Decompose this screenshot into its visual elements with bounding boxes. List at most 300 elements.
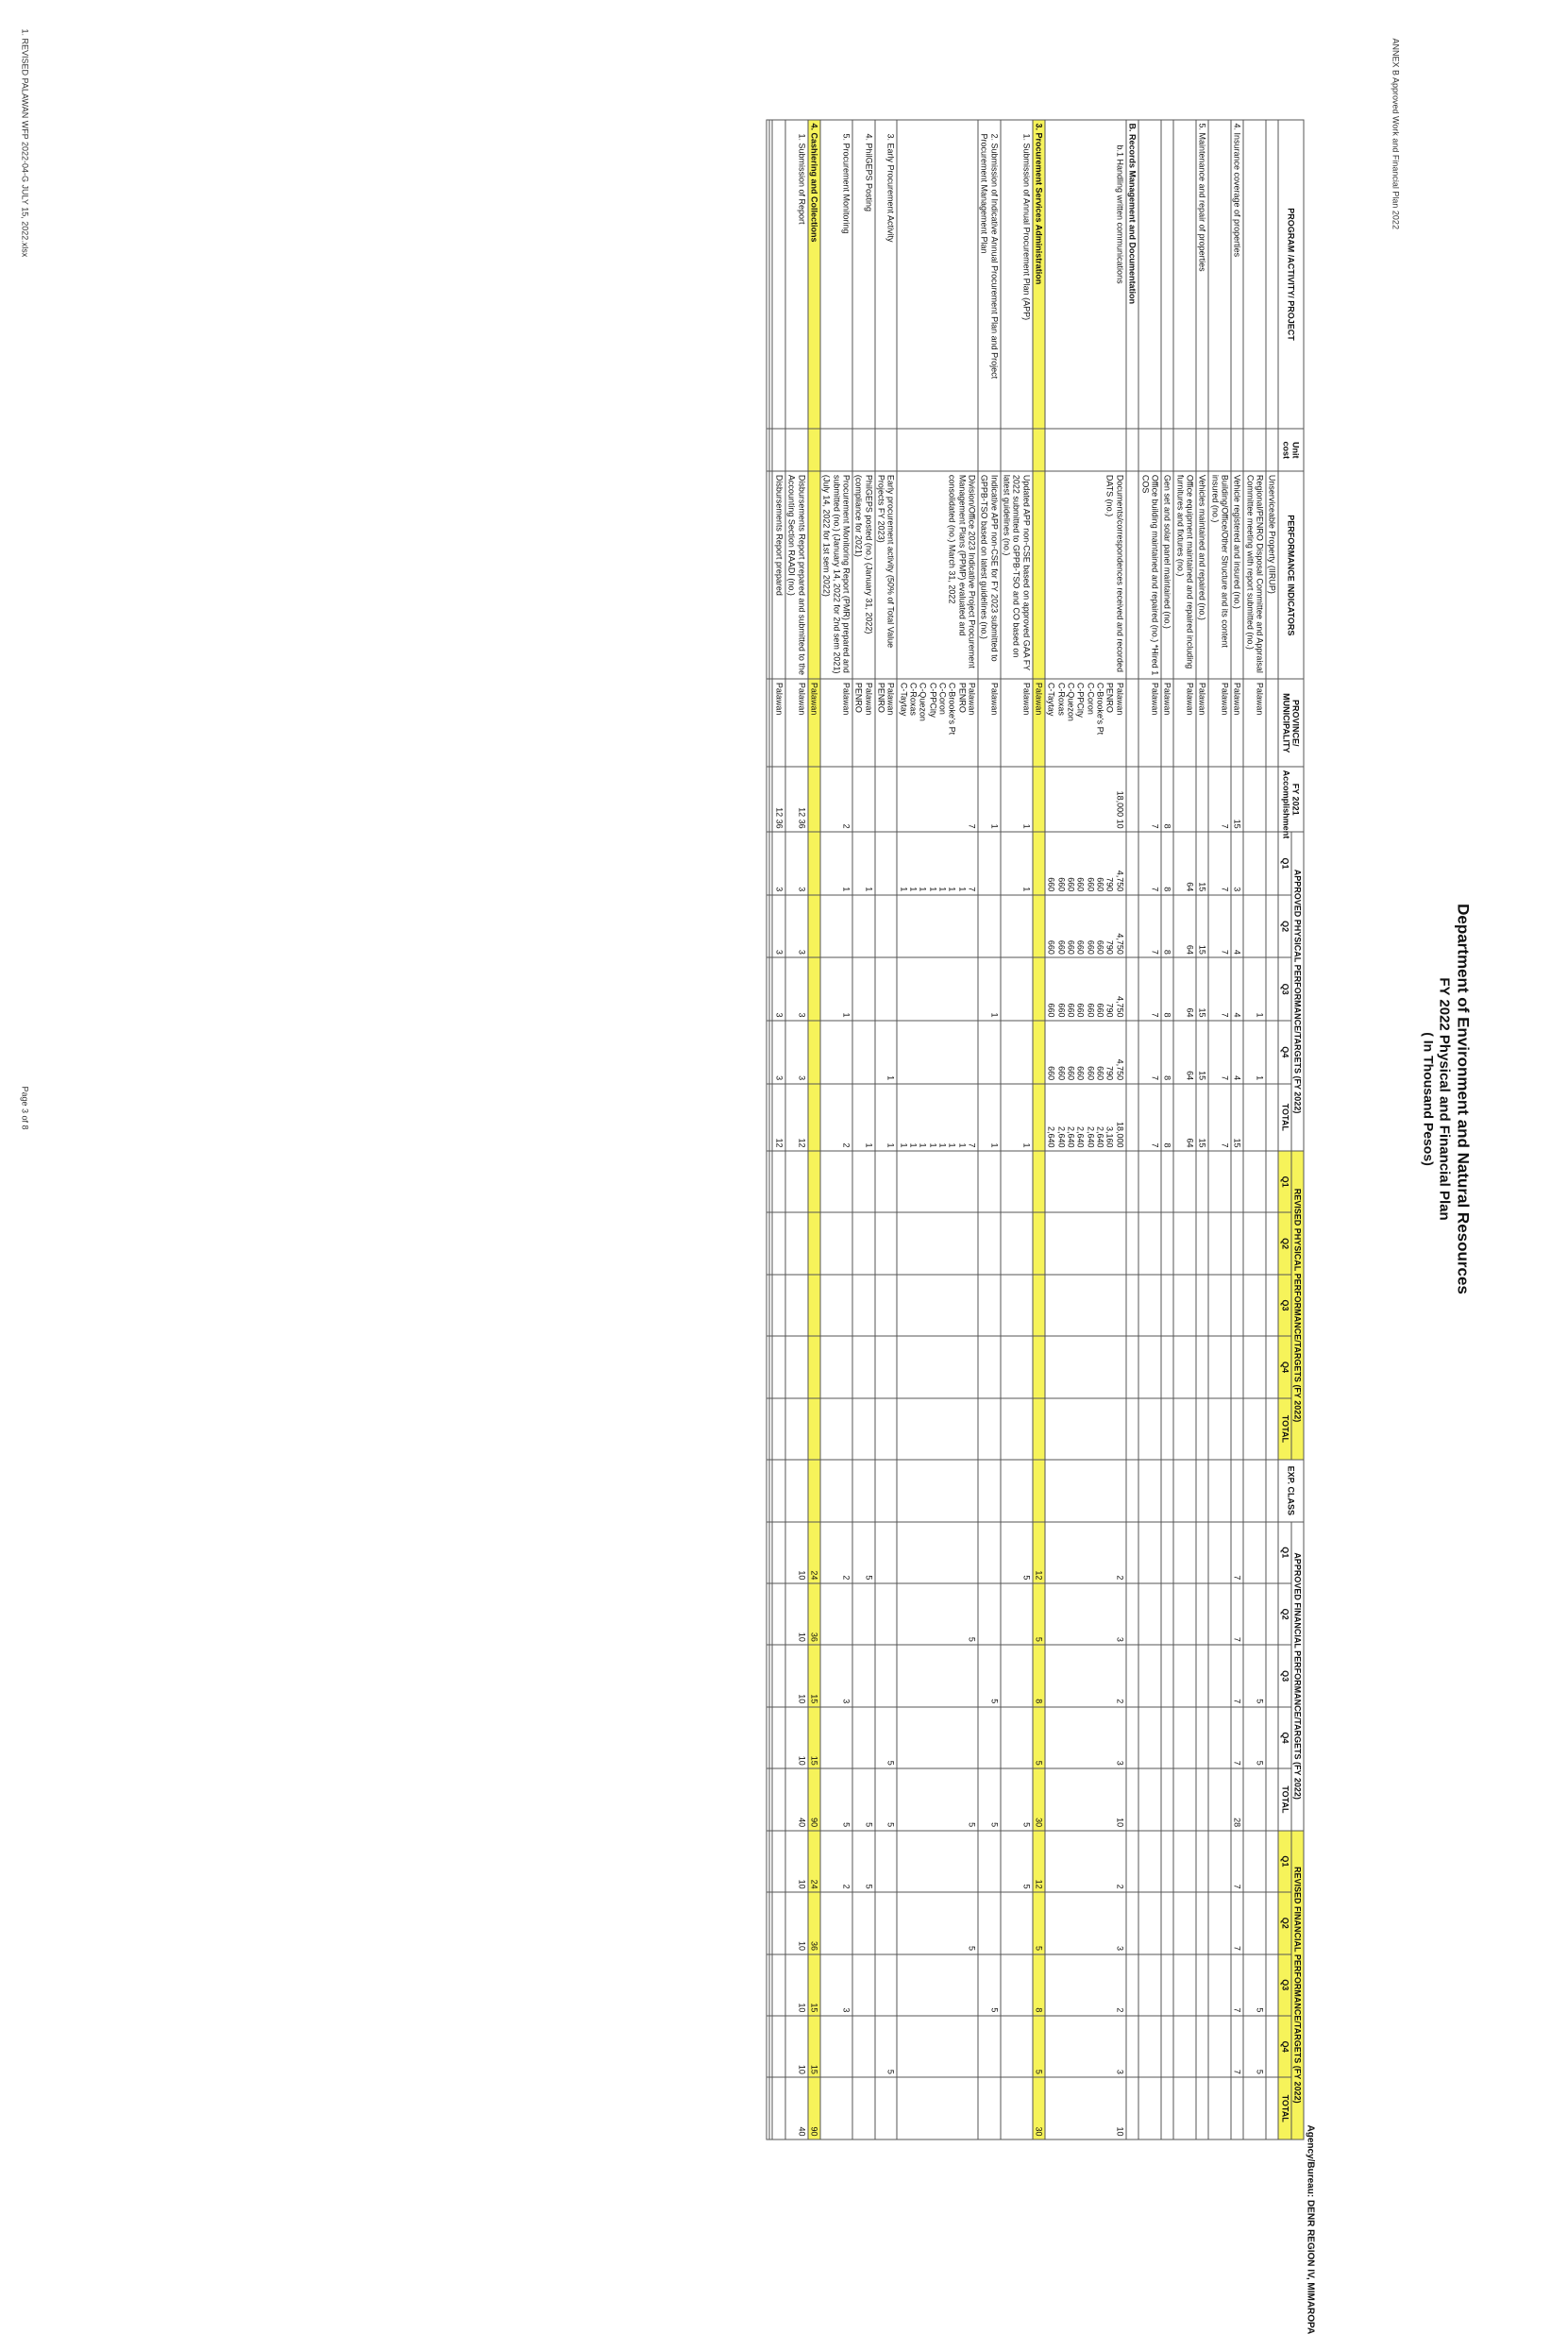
rp-q2-cell <box>819 1212 851 1274</box>
rp-q4-cell <box>874 1336 897 1397</box>
table-row <box>767 120 769 2140</box>
indicator-cell: Vehicle registered and insured (no.) <box>1230 471 1242 679</box>
rp-q1-cell <box>1230 1150 1242 1211</box>
af-q3-cell: 3 <box>819 1645 851 1706</box>
rf-q4-cell: 5 <box>1243 2015 1266 2076</box>
unit-cost-cell <box>1230 429 1242 471</box>
af-q2-cell <box>1000 1582 1032 1644</box>
indicator-cell: Vehicles maintained and repaired (no.) <box>1195 471 1207 679</box>
rf-q1-cell: 2 <box>819 1830 851 1891</box>
ap-q3-cell: 3 <box>784 957 807 1021</box>
af-q1-cell <box>1243 1521 1266 1582</box>
rf-q2-cell <box>1265 1892 1277 1953</box>
af-q1-cell <box>772 1521 784 1582</box>
rf-q3-cell <box>1265 1953 1277 2015</box>
ap-q4-cell <box>1000 1020 1032 1083</box>
fy2021-cell-cell: 1 <box>978 767 1001 832</box>
ap-q1-cell <box>807 832 819 895</box>
page-number: Page 3 of 8 <box>20 1086 29 1130</box>
exp-class-cell-cell <box>1208 1460 1231 1521</box>
af-q2-cell: 5 <box>897 1582 978 1644</box>
col-province: PROVINCE/ MUNICIPALITY <box>1278 679 1304 767</box>
program-cell: 1. Submission of Annual Procurement Plan (APP) <box>1000 120 1032 429</box>
exp-class-cell-cell <box>1000 1460 1032 1521</box>
af-q4-cell: 15 <box>807 1706 819 1767</box>
af-q3-cell: 7 <box>1230 1645 1242 1706</box>
ap-q4-cell: 7 <box>1138 1020 1161 1083</box>
fy2021-cell-cell <box>1243 767 1266 832</box>
rp-total-cell <box>767 1397 769 1459</box>
rf-q3-cell <box>767 1953 769 2015</box>
ap-q1-cell: 1 <box>1000 832 1032 895</box>
ap-q2-cell <box>978 894 1001 957</box>
province-cell <box>1265 679 1277 767</box>
ap-q1-cell: 8 <box>1160 832 1172 895</box>
af-total-cell: 40 <box>784 1768 807 1830</box>
col-q4: Q4 <box>1278 1020 1290 1083</box>
af-q2-cell <box>767 1582 769 1644</box>
rf-q3-cell <box>1208 1953 1231 2015</box>
ap-total-cell: 7 <box>1208 1083 1231 1150</box>
rp-q4-cell <box>1265 1336 1277 1397</box>
rf-total-cell: 40 <box>784 2077 807 2140</box>
rf-q2-cell <box>1138 1892 1161 1953</box>
unit-cost-cell <box>1045 429 1126 471</box>
rf-q1-cell <box>767 1830 769 1891</box>
rp-q3-cell <box>1265 1274 1277 1335</box>
af-q3-cell <box>874 1645 897 1706</box>
table-row <box>874 120 897 2140</box>
rf-q1-cell <box>1160 1830 1172 1891</box>
table-row <box>1138 120 1161 2140</box>
rp-total-cell <box>1230 1397 1242 1459</box>
af-q3-cell: 5 <box>1243 1645 1266 1706</box>
af-total-cell <box>1195 1768 1207 1830</box>
ap-q1-cell <box>767 832 769 895</box>
exp-class-cell-cell <box>767 1460 769 1521</box>
ap-q3-cell: 15 <box>1195 957 1207 1021</box>
table-row <box>978 120 1001 2140</box>
col-indicators: PERFORMANCE INDICATORS <box>1278 471 1304 679</box>
af-q3-cell <box>897 1645 978 1706</box>
unit-cost-cell <box>1125 429 1138 471</box>
rp-q4-cell <box>897 1336 978 1397</box>
af-q4-cell <box>1000 1706 1032 1767</box>
rp-q2-cell <box>1265 1212 1277 1274</box>
rp-q2-cell <box>784 1212 807 1274</box>
af-q2-cell <box>874 1582 897 1644</box>
table-row <box>897 120 978 2140</box>
ap-q3-cell <box>1000 957 1032 1021</box>
rf-total-cell <box>978 2077 1001 2140</box>
rf-q3-cell <box>897 1953 978 2015</box>
rf-total-cell <box>1173 2077 1196 2140</box>
ap-q4-cell: 4,750 790 660 660 660 660 660 660 <box>1045 1020 1126 1083</box>
rf-q4-cell <box>819 2015 851 2076</box>
rp-q3-cell <box>819 1274 851 1335</box>
rf-total-cell <box>819 2077 851 2140</box>
rf-q2-cell <box>1125 1892 1138 1953</box>
rp-total-cell <box>1208 1397 1231 1459</box>
ap-q1-cell: 4,750 790 660 660 660 660 660 660 <box>1045 832 1126 895</box>
rp-q3-cell <box>1230 1274 1242 1335</box>
rp-total-cell <box>874 1397 897 1459</box>
ap-q4-cell: 3 <box>784 1020 807 1083</box>
ap-q2-cell <box>897 894 978 957</box>
ap-q3-cell <box>807 957 819 1021</box>
group-revised-physical: REVISED PHYSICAL PERFORMANCE/TARGETS (FY 2022) <box>1290 1150 1303 1459</box>
rf-q2-cell: 3 <box>1045 1892 1126 1953</box>
indicator-cell: Division/Office 2023 Indicative Project Procurement Management Plans (PPMP) evaluated and consolidated (no.) March 31, 2022 <box>897 471 978 679</box>
program-cell: 5. Maintenance and repair of properties <box>1195 120 1207 429</box>
group-approved-physical: APPROVED PHYSICAL PERFORMANCE/TARGETS (FY 2022) <box>1290 832 1303 1151</box>
header-row-1 <box>1290 120 1303 2140</box>
af-q1-cell <box>1160 1521 1172 1582</box>
af-q4-cell <box>1125 1706 1138 1767</box>
program-cell: 4. PhilGEPS Posting <box>851 120 874 429</box>
unit-cost-cell <box>1195 429 1207 471</box>
ap-q3-cell <box>1265 957 1277 1021</box>
rp-q1-cell <box>819 1150 851 1211</box>
ap-q3-cell: 1 <box>1243 957 1266 1021</box>
rp-q3-cell <box>807 1274 819 1335</box>
ap-q4-cell: 15 <box>1195 1020 1207 1083</box>
province-cell: Palawan PENRO C-Brooke's Pt C-Coron C-PPCity C-Quezon C-Roxas C-Taytay <box>1045 679 1126 767</box>
af-q2-cell <box>819 1582 851 1644</box>
table-row <box>1230 120 1242 2140</box>
exp-class-cell-cell <box>1160 1460 1172 1521</box>
rp-q3-cell <box>897 1274 978 1335</box>
col-total: TOTAL <box>1278 2077 1290 2140</box>
rf-q3-cell: 2 <box>1045 1953 1126 2015</box>
ap-total-cell: 1 <box>978 1083 1001 1150</box>
rp-q4-cell <box>1045 1336 1126 1397</box>
indicator-cell <box>1125 471 1138 679</box>
rf-q4-cell <box>1000 2015 1032 2076</box>
col-q2: Q2 <box>1278 894 1290 957</box>
col-q4: Q4 <box>1278 1336 1290 1397</box>
rp-q4-cell <box>1195 1336 1207 1397</box>
rf-q1-cell <box>1265 1830 1277 1891</box>
af-q2-cell: 7 <box>1230 1582 1242 1644</box>
af-q1-cell: 24 <box>807 1521 819 1582</box>
unit-cost-cell <box>1265 429 1277 471</box>
ap-total-cell: 1 <box>874 1083 897 1150</box>
rf-total-cell <box>1243 2077 1266 2140</box>
rp-q1-cell <box>978 1150 1001 1211</box>
ap-q2-cell <box>807 894 819 957</box>
rp-total-cell <box>1125 1397 1138 1459</box>
af-q3-cell <box>1208 1645 1231 1706</box>
rf-q3-cell: 5 <box>1243 1953 1266 2015</box>
ap-total-cell: 15 <box>1195 1083 1207 1150</box>
fy2021-cell-cell <box>1265 767 1277 832</box>
rp-total-cell <box>784 1397 807 1459</box>
af-q4-cell: 3 <box>1045 1706 1126 1767</box>
rf-q4-cell <box>851 2015 874 2076</box>
af-q3-cell: 8 <box>1032 1645 1044 1706</box>
af-q1-cell <box>1195 1521 1207 1582</box>
rf-q2-cell <box>1208 1892 1231 1953</box>
af-total-cell <box>1265 1768 1277 1830</box>
af-q4-cell <box>1208 1706 1231 1767</box>
exp-class-cell-cell <box>851 1460 874 1521</box>
rf-q2-cell: 7 <box>1230 1892 1242 1953</box>
rp-total-cell <box>1195 1397 1207 1459</box>
table-row <box>819 120 851 2140</box>
ap-total-cell <box>767 1083 769 1150</box>
rf-q2-cell: 10 <box>784 1892 807 1953</box>
af-q3-cell <box>1173 1645 1196 1706</box>
af-total-cell <box>1243 1768 1266 1830</box>
af-q3-cell <box>1160 1645 1172 1706</box>
rp-q1-cell <box>1265 1150 1277 1211</box>
group-revised-financial: REVISED FINANCIAL PERFORMANCE/TARGETS (FY 2022) <box>1290 1830 1303 2139</box>
af-q1-cell <box>978 1521 1001 1582</box>
table-row <box>1032 120 1044 2140</box>
ap-q4-cell <box>767 1020 769 1083</box>
af-q2-cell <box>978 1582 1001 1644</box>
col-q2: Q2 <box>1278 1892 1290 1953</box>
af-q3-cell: 10 <box>784 1645 807 1706</box>
ap-q4-cell: 8 <box>1160 1020 1172 1083</box>
col-q3: Q3 <box>1278 1645 1290 1706</box>
rp-q2-cell <box>1243 1212 1266 1274</box>
rp-q1-cell <box>1160 1150 1172 1211</box>
rp-total-cell <box>807 1397 819 1459</box>
fy2021-cell-cell <box>1173 767 1196 832</box>
ap-q1-cell: 3 <box>784 832 807 895</box>
af-q3-cell <box>1000 1645 1032 1706</box>
rp-q4-cell <box>1160 1336 1172 1397</box>
unit-cost-cell <box>767 429 769 471</box>
fy2021-cell-cell: 15 <box>1230 767 1242 832</box>
page-title: Department of Environment and Natural Resources <box>1454 903 1472 1294</box>
province-cell <box>767 679 769 767</box>
unit-cost-cell <box>1160 429 1172 471</box>
province-cell: Palawan <box>1195 679 1207 767</box>
rp-total-cell <box>772 1397 784 1459</box>
program-cell: 5. Procurement Monitoring <box>819 120 851 429</box>
ap-total-cell <box>1265 1083 1277 1150</box>
unit-cost-cell <box>772 429 784 471</box>
af-q1-cell: 7 <box>1230 1521 1242 1582</box>
unit-cost-cell <box>1208 429 1231 471</box>
af-q4-cell <box>1265 1706 1277 1767</box>
program-cell: b.1 Handling written communications <box>1045 120 1126 429</box>
ap-q2-cell <box>1243 894 1266 957</box>
af-q3-cell: 2 <box>1045 1645 1126 1706</box>
rf-q1-cell <box>1138 1830 1161 1891</box>
ap-total-cell: 1 <box>1000 1083 1032 1150</box>
ap-q4-cell <box>819 1020 851 1083</box>
rf-q3-cell <box>1138 1953 1161 2015</box>
rp-q1-cell <box>784 1150 807 1211</box>
rf-q4-cell <box>1208 2015 1231 2076</box>
ap-total-cell: 12 <box>784 1083 807 1150</box>
rf-q4-cell <box>767 2015 769 2076</box>
rp-q3-cell <box>1208 1274 1231 1335</box>
table-row <box>1000 120 1032 2140</box>
rf-q4-cell <box>772 2015 784 2076</box>
rp-q4-cell <box>772 1336 784 1397</box>
rf-total-cell: 90 <box>807 2077 819 2140</box>
rp-q4-cell <box>1243 1336 1266 1397</box>
rp-total-cell <box>1265 1397 1277 1459</box>
rp-q3-cell <box>874 1274 897 1335</box>
rp-q3-cell <box>1045 1274 1126 1335</box>
rf-q4-cell <box>1195 2015 1207 2076</box>
rf-total-cell <box>1265 2077 1277 2140</box>
rp-q4-cell <box>1208 1336 1231 1397</box>
af-q1-cell <box>1265 1521 1277 1582</box>
rp-q2-cell <box>767 1212 769 1274</box>
fy2021-cell-cell: 12 36 <box>784 767 807 832</box>
fy2021-cell-cell: 2 <box>819 767 851 832</box>
rf-q1-cell <box>772 1830 784 1891</box>
af-q4-cell: 5 <box>874 1706 897 1767</box>
ap-q3-cell: 64 <box>1173 957 1196 1021</box>
program-cell: 2. Submission of Indicative Annual Procurement Plan and Project Procurement Management Plan <box>978 120 1001 429</box>
unit-cost-cell <box>1173 429 1196 471</box>
rf-q4-cell <box>1138 2015 1161 2076</box>
rp-total-cell <box>1032 1397 1044 1459</box>
af-q2-cell <box>851 1582 874 1644</box>
unit-cost-cell <box>1000 429 1032 471</box>
exp-class-cell-cell <box>1032 1460 1044 1521</box>
ap-q2-cell: 8 <box>1160 894 1172 957</box>
af-q2-cell: 5 <box>1032 1582 1044 1644</box>
af-total-cell: 5 <box>851 1768 874 1830</box>
rf-q2-cell <box>1243 1892 1266 1953</box>
ap-total-cell: 64 <box>1173 1083 1196 1150</box>
exp-class-cell-cell <box>784 1460 807 1521</box>
ap-q3-cell: 4 <box>1230 957 1242 1021</box>
indicator-cell: PhilGEPS posted (no.) (January 31, 2022) (compliance for 2021) <box>851 471 874 679</box>
af-q3-cell <box>767 1645 769 1706</box>
af-q4-cell <box>851 1706 874 1767</box>
exp-class-cell-cell <box>807 1460 819 1521</box>
indicator-cell: Early procurement activity (50% of Total Value Projects FY 2023) <box>874 471 897 679</box>
ap-q1-cell: 64 <box>1173 832 1196 895</box>
ap-q1-cell <box>874 832 897 895</box>
rp-q2-cell <box>1173 1212 1196 1274</box>
rp-q3-cell <box>1243 1274 1266 1335</box>
ap-q2-cell: 64 <box>1173 894 1196 957</box>
af-q4-cell <box>772 1706 784 1767</box>
rp-q2-cell <box>1045 1212 1126 1274</box>
exp-class-cell-cell <box>1138 1460 1161 1521</box>
af-q1-cell: 10 <box>784 1521 807 1582</box>
af-total-cell: 30 <box>1032 1768 1044 1830</box>
program-cell <box>897 120 978 429</box>
fy2021-cell-cell <box>807 767 819 832</box>
ap-q4-cell: 4 <box>1230 1020 1242 1083</box>
rf-q4-cell <box>1173 2015 1196 2076</box>
exp-class-cell-cell <box>874 1460 897 1521</box>
rp-q3-cell <box>1125 1274 1138 1335</box>
province-cell <box>1125 679 1138 767</box>
rf-q2-cell <box>772 1892 784 1953</box>
fy2021-cell-cell <box>851 767 874 832</box>
fy2021-cell-cell: 7 <box>897 767 978 832</box>
rp-q1-cell <box>1173 1150 1196 1211</box>
unit-cost-cell <box>1032 429 1044 471</box>
col-q3: Q3 <box>1278 957 1290 1021</box>
ap-q1-cell: 7 1 1 1 1 1 1 1 <box>897 832 978 895</box>
rf-total-cell <box>1230 2077 1242 2140</box>
col-total: TOTAL <box>1278 1397 1290 1459</box>
rp-total-cell <box>819 1397 851 1459</box>
ap-total-cell: 7 1 1 1 1 1 1 1 <box>897 1083 978 1150</box>
rp-q1-cell <box>807 1150 819 1211</box>
indicator-cell: Disbursements Report prepared and submitted to the Accounting Section RAADI (no.) <box>784 471 807 679</box>
col-q3: Q3 <box>1278 1274 1290 1335</box>
ap-q1-cell: 7 <box>1138 832 1161 895</box>
rp-q2-cell <box>1208 1212 1231 1274</box>
rf-total-cell <box>1160 2077 1172 2140</box>
table-row <box>784 120 807 2140</box>
rf-q1-cell: 5 <box>1000 1830 1032 1891</box>
rp-q3-cell <box>784 1274 807 1335</box>
rp-q1-cell <box>897 1150 978 1211</box>
program-cell: 1. Submission of Report <box>784 120 807 429</box>
rp-q1-cell <box>851 1150 874 1211</box>
rp-q4-cell <box>1032 1336 1044 1397</box>
rp-total-cell <box>1173 1397 1196 1459</box>
af-q1-cell: 5 <box>1000 1521 1032 1582</box>
rf-q4-cell <box>1265 2015 1277 2076</box>
ap-q4-cell: 1 <box>874 1020 897 1083</box>
rp-q1-cell <box>1208 1150 1231 1211</box>
rf-q2-cell <box>1160 1892 1172 1953</box>
exp-class-cell-cell <box>1125 1460 1138 1521</box>
rp-q1-cell <box>1000 1150 1032 1211</box>
exp-class-cell-cell <box>897 1460 978 1521</box>
rp-q2-cell <box>1195 1212 1207 1274</box>
af-q1-cell <box>1208 1521 1231 1582</box>
ap-q2-cell: 4 <box>1230 894 1242 957</box>
af-q2-cell <box>1243 1582 1266 1644</box>
ap-q4-cell <box>1265 1020 1277 1083</box>
af-total-cell: 10 <box>1045 1768 1126 1830</box>
col-q4: Q4 <box>1278 2015 1290 2076</box>
rp-q2-cell <box>772 1212 784 1274</box>
ap-total-cell <box>1125 1083 1138 1150</box>
ap-q4-cell <box>1032 1020 1044 1083</box>
table-row <box>851 120 874 2140</box>
af-total-cell <box>767 1768 769 1830</box>
ap-total-cell: 8 <box>1160 1083 1172 1150</box>
rp-q2-cell <box>897 1212 978 1274</box>
ap-q2-cell <box>819 894 851 957</box>
ap-q1-cell: 15 <box>1195 832 1207 895</box>
af-total-cell: 90 <box>807 1768 819 1830</box>
af-total-cell <box>1125 1768 1138 1830</box>
indicator-cell: Regional/PENRO Disposal Committee and Appraisal Committee meeting with report submitted (no.) <box>1243 471 1266 679</box>
program-cell: 4. Insurance coverage of properties <box>1230 120 1242 429</box>
unit-cost-cell <box>851 429 874 471</box>
col-program: PROGRAM /ACTIVITY/ PROJECT <box>1278 120 1304 429</box>
rf-q1-cell: 12 <box>1032 1830 1044 1891</box>
program-cell <box>767 120 769 429</box>
table-row <box>1125 120 1138 2140</box>
ap-total-cell <box>807 1083 819 1150</box>
rf-q3-cell: 3 <box>819 1953 851 2015</box>
af-q4-cell <box>978 1706 1001 1767</box>
agency-label: Agency/Bureau: DENR REGION IV, MIMAROPA <box>1305 2124 1315 2334</box>
rf-q1-cell <box>1173 1830 1196 1891</box>
